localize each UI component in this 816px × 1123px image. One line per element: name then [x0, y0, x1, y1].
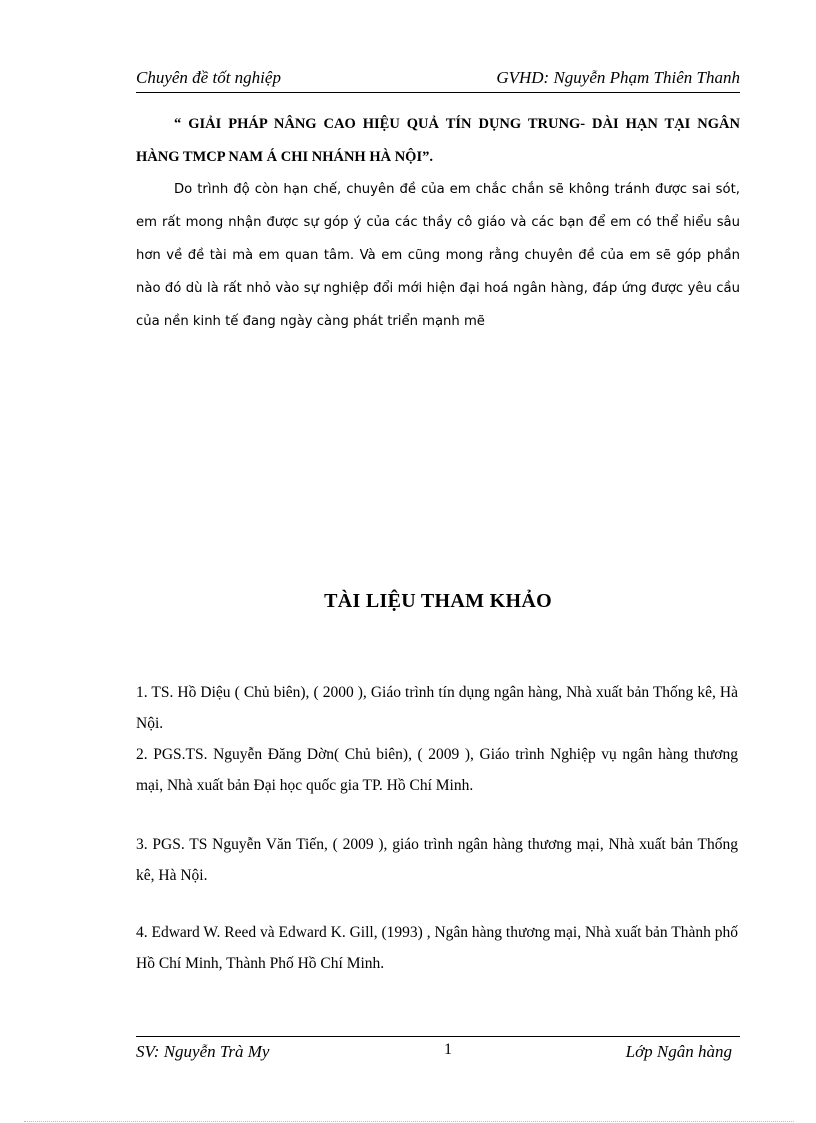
footer-class-name: Lớp Ngân hàng — [625, 1042, 732, 1061]
reference-item: 1. TS. Hồ Diệu ( Chủ biên), ( 2000 ), Giáo trình tín dụng ngân hàng, Nhà xuất bản Thống kê, Hà Nội. — [136, 684, 738, 732]
header-advisor-label: GVHD: Nguyễn Phạm Thiên Thanh — [496, 68, 740, 87]
page-number: 1 — [444, 1041, 452, 1058]
topic-title-paragraph: “ GIẢI PHÁP NÂNG CAO HIỆU QUẢ TÍN DỤNG TRUNG- DÀI HẠN TẠI NGÂN HÀNG TMCP NAM Á CHI NHÁNH HÀ NỘI”. — [136, 116, 740, 165]
footer-student-name: SV: Nguyễn Trà My — [136, 1042, 270, 1061]
header-course-label: Chuyên đề tốt nghiệp — [136, 68, 281, 87]
page-header — [136, 66, 740, 93]
page-bottom-border — [24, 1121, 794, 1122]
intro-paragraph: Do trình độ còn hạn chế, chuyên đề của em chắc chắn sẽ không tránh được sai sót, em rất mong nhận được sự góp ý của các thầy cô giáo và các bạn để em có thể hiểu sâu hơn về đề tài mà em quan tâm. Và em cũng mong rằng chuyên đề của em sẽ góp phần nào đó dù là rất nhỏ vào sự nghiệp đổi mới hiện đại hoá ngân hàng, đáp ứng được yêu cầu của nền kinh tế đang ngày càng phát triển mạnh mẽ — [136, 182, 740, 329]
reference-item: 2. PGS.TS. Nguyễn Đăng Dờn( Chủ biên), ( 2009 ), Giáo trình Nghiệp vụ ngân hàng thương mại, Nhà xuất bản Đại học quốc gia TP. Hồ Chí Minh. — [136, 746, 738, 794]
reference-item: 3. PGS. TS Nguyễn Văn Tiến, ( 2009 ), giáo trình ngân hàng thương mại, Nhà xuất bản Thống kê, Hà Nội. — [136, 836, 738, 884]
reference-item: 4. Edward W. Reed và Edward K. Gill, (1993) , Ngân hàng thương mại, Nhà xuất bản Thành phố Hồ Chí Minh, Thành Phố Hồ Chí Minh. — [136, 924, 738, 972]
references-heading: TÀI LIỆU THAM KHẢO — [324, 590, 552, 612]
page-footer — [136, 1036, 740, 1067]
